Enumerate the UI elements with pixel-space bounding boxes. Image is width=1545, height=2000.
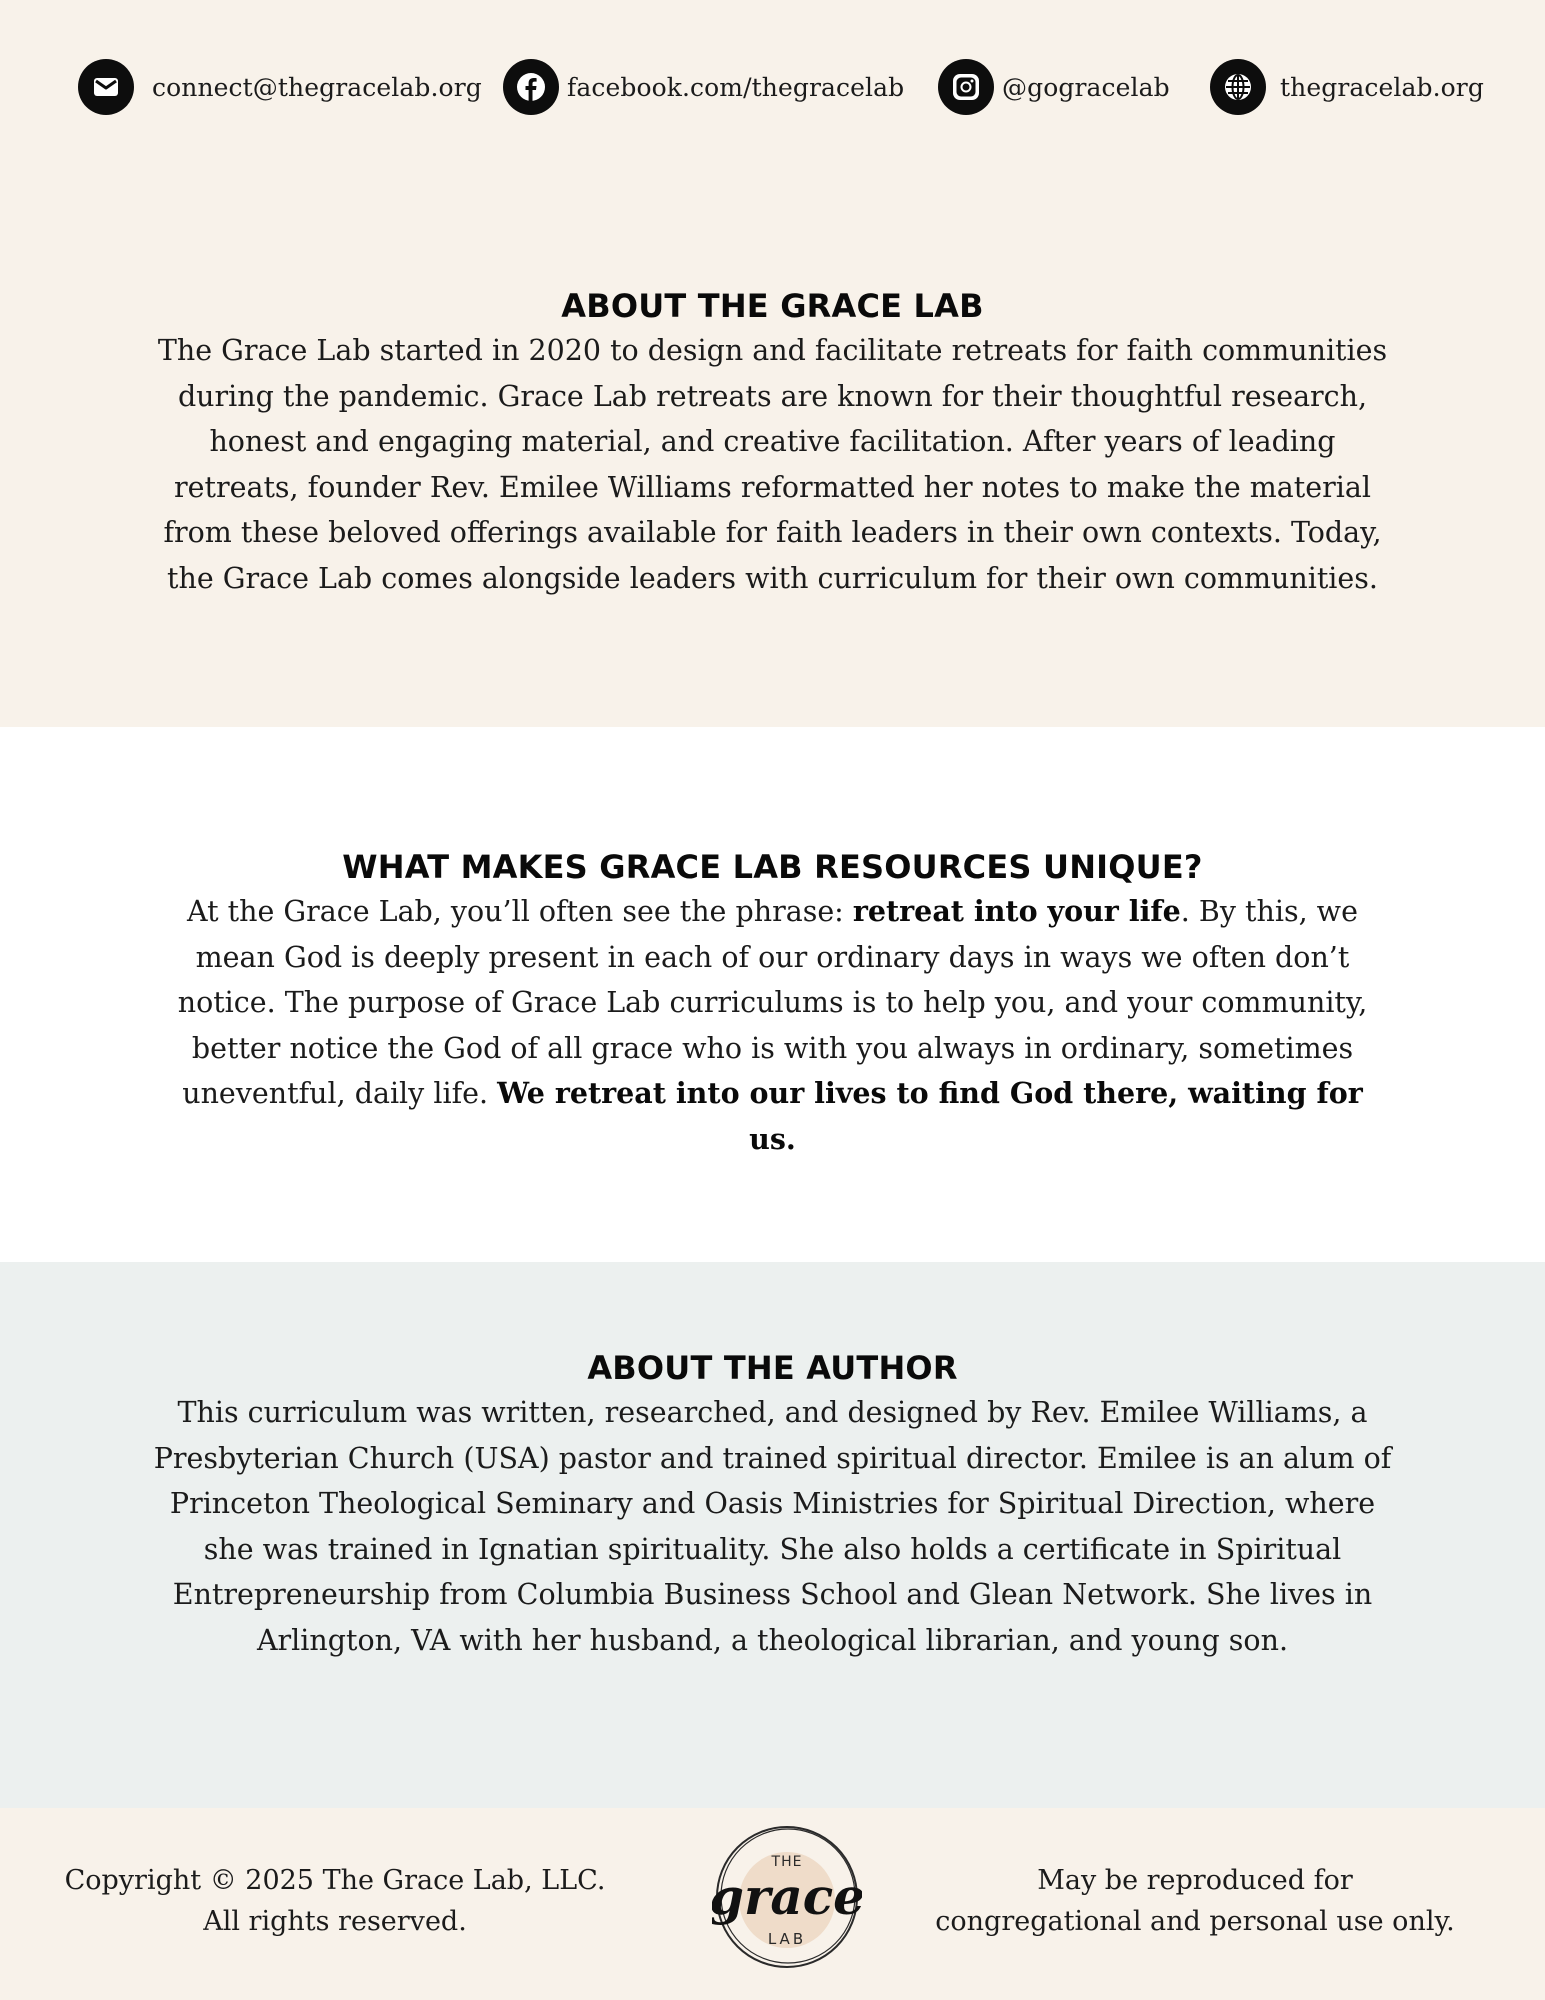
- unique-intro: At the Grace Lab, you’ll often see the phrase:: [187, 895, 853, 928]
- contact-instagram[interactable]: [938, 58, 1170, 116]
- logo-bottom-text: LAB: [767, 1930, 807, 1948]
- facebook-icon: [503, 59, 559, 115]
- copyright-line: Copyright © 2025 The Grace Lab, LLC.: [64, 1865, 606, 1896]
- about-heading: ABOUT THE GRACE LAB: [561, 287, 984, 325]
- unique-heading: WHAT MAKES GRACE LAB RESOURCES UNIQUE?: [342, 848, 1203, 886]
- use-line: congregational and personal use only.: [935, 1906, 1455, 1937]
- contact-facebook[interactable]: [503, 58, 904, 116]
- globe-icon: [1210, 59, 1266, 115]
- unique-body: [163, 889, 1383, 1162]
- reproduce-line: May be reproduced for: [1037, 1865, 1353, 1896]
- unique-text: . By this, we mean God is deeply present in each of our ordinary days in ways we often don’t notice. The purpose of Grace Lab curriculums is to help you, and your community, better notice the God of all grace who is with you always in ordinary, sometimes uneventful, daily life.: [177, 895, 1368, 1110]
- grace-lab-logo: [712, 1822, 862, 1972]
- email-text: connect@thegracelab.org: [152, 72, 482, 102]
- about-body: The Grace Lab started in 2020 to design and facilitate retreats for faith communities during the pandemic. Grace Lab retreats are known for their thoughtful research, honest and engaging material, and creative facilitation. After years of leading retreats, founder Rev. Emilee Williams reformatted her notes to make the material from these beloved offerings available for faith leaders in their own contexts. Today, the Grace Lab comes alongside leaders with curriculum for their own communities.: [157, 334, 1388, 595]
- unique-section: [0, 845, 1545, 1162]
- about-section: [0, 284, 1545, 601]
- unique-closing: We retreat into our lives to find God there, waiting for us.: [497, 1076, 1363, 1156]
- logo-script-text: grace: [712, 1867, 862, 1926]
- contact-row: [0, 58, 1545, 116]
- instagram-icon: [938, 59, 994, 115]
- reproduction-block: [920, 1860, 1470, 1942]
- email-icon: [78, 59, 134, 115]
- unique-phrase: retreat into your life: [852, 894, 1181, 928]
- instagram-text: @gogracelab: [1002, 72, 1170, 102]
- author-heading: ABOUT THE AUTHOR: [587, 1349, 958, 1387]
- contact-email[interactable]: [78, 58, 482, 116]
- contact-website[interactable]: [1210, 58, 1484, 116]
- logo-top-text: THE: [771, 1854, 803, 1870]
- author-body: This curriculum was written, researched, and designed by Rev. Emilee Williams, a Presbyterian Church (USA) pastor and trained spiritual director. Emilee is an alum of Princeton Theological Seminary and Oasis Ministries for Spiritual Direction, where she was trained in Ignatian spirituality. She also holds a certificate in Spiritual Entrepreneurship from Columbia Business School and Glean Network. She lives in Arlington, VA with her husband, a theological librarian, and young son.: [153, 1396, 1392, 1657]
- copyright-block: [60, 1860, 610, 1942]
- rights-line: All rights reserved.: [203, 1906, 467, 1937]
- facebook-text: facebook.com/thegracelab: [567, 72, 905, 102]
- website-text: thegracelab.org: [1280, 72, 1484, 102]
- author-section: [0, 1346, 1545, 1663]
